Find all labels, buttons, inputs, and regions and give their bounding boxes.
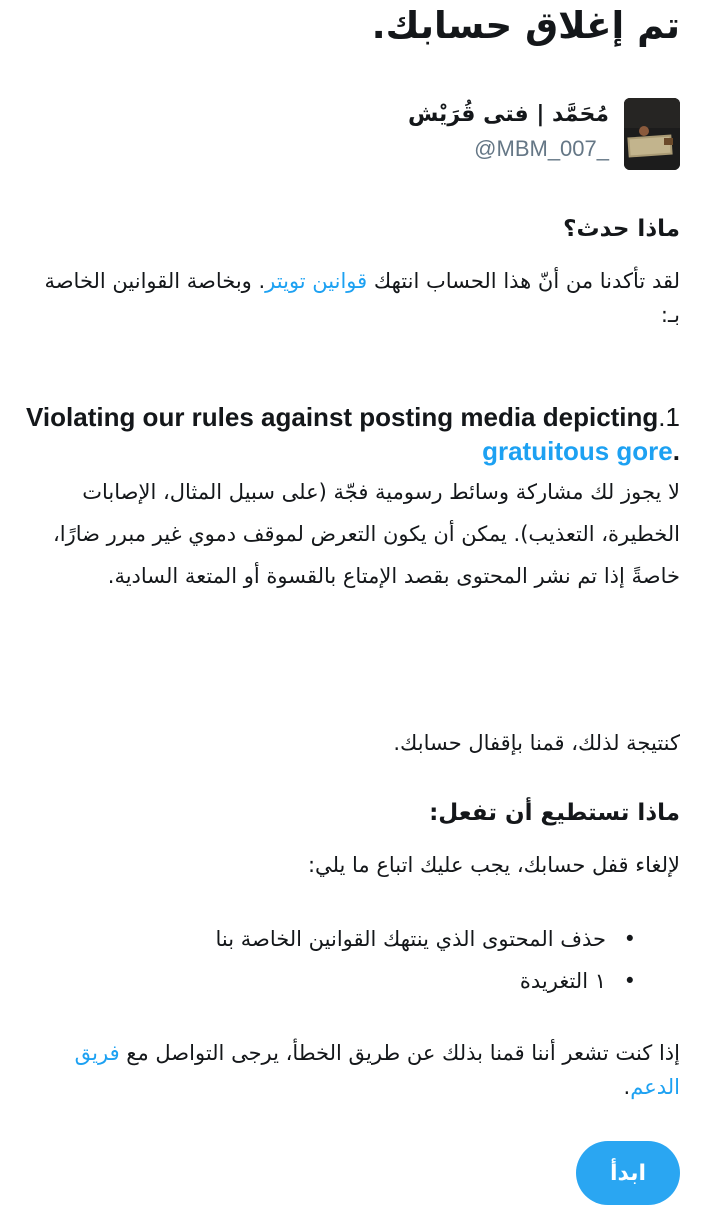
- support-team-link[interactable]: فريق الدعم: [74, 1041, 680, 1099]
- gratuitous-gore-link[interactable]: gratuitous gore: [482, 436, 673, 466]
- start-button[interactable]: ابدأ: [576, 1141, 680, 1205]
- list-item: • حذف المحتوى الذي ينتهك القوانين الخاصة بنا: [215, 918, 636, 960]
- support-period: .: [623, 1075, 631, 1099]
- display-name: مُحَمَّد | فتى قُرَيْش: [407, 102, 609, 127]
- avatar-image: [624, 98, 680, 170]
- what-happened-text: [24, 264, 680, 332]
- intro-text: لقد تأكدنا من أنّ هذا الحساب انتهك: [367, 269, 680, 293]
- steps-list: [215, 918, 636, 1002]
- user-handle: @MBM_007_: [474, 136, 609, 161]
- what-you-can-do-heading: ماذا تستطيع أن تفعل:: [429, 800, 680, 826]
- violation-number: 1.: [658, 402, 680, 432]
- avatar: [624, 98, 680, 170]
- support-text: [24, 1036, 680, 1104]
- support-message: إذا كنت تشعر أننا قمنا بذلك عن طريق الخطأ، يرجى التواصل مع: [119, 1041, 680, 1065]
- twitter-rules-link[interactable]: قوانين تويتر: [265, 269, 368, 293]
- violation-item: [20, 400, 680, 468]
- unlock-intro-text: لإلغاء قفل حسابك، يجب عليك اتباع ما يلي:: [307, 853, 680, 877]
- page-title: تم إغلاق حسابك.: [371, 4, 680, 47]
- intro-text-end: . وبخاصة القوانين الخاصة بـ:: [44, 269, 680, 327]
- what-happened-heading: ماذا حدث؟: [563, 216, 680, 242]
- violation-description: لا يجوز لك مشاركة وسائط رسومية فجّة (على سبيل المثال، الإصابات الخطيرة، التعذيب). يمكن أن يكون التعرض لموقف دموي غير مبرر ضارًا، خاصةً إذا تم نشر المحتوى بقصد الإمتاع بالقسوة أو المتعة السادية.: [53, 480, 680, 588]
- result-text: كنتيجة لذلك، قمنا بإقفال حسابك.: [393, 731, 680, 755]
- list-item: • ١ التغريدة: [215, 960, 636, 1002]
- violation-text: Violating our rules against posting media depicting: [26, 402, 659, 432]
- violation-period: .: [672, 436, 680, 466]
